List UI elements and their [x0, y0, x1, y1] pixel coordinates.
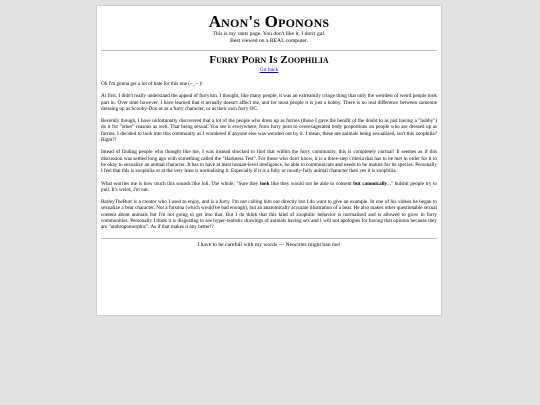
paragraph-text: What worries me is how much this sounds like loli. The whole, "Sure they: [101, 180, 261, 187]
post-paragraph: [101, 181, 437, 194]
go-back-link[interactable]: Go back: [259, 67, 279, 73]
paragraph-text: like they would not be able to consent: [269, 180, 354, 187]
site-tagline-line2: Best viewed on a REAL computer.: [230, 38, 308, 44]
page-container: [96, 5, 442, 316]
footer-divider: [101, 238, 437, 239]
post-paragraph: At first, I didn't really understand the appeal of furryism. I thought, like many people, it was an extreamily cringe thing that only the weirdest of weird people took part in. Over time however, I have learned that it actually doesn't affect me, and for most people it is just a hobby. There is no real difference between someone dressing up as Scooby-Doo or as a furry character, or as their own furry OC.: [101, 93, 437, 112]
post-content: [101, 81, 437, 231]
header-divider: [101, 50, 437, 51]
paragraph-text: ..." bulshit people try to pull. It's weird, I'm out.: [101, 180, 437, 193]
post-title: Furry Porn Is Zoophilia: [209, 54, 329, 66]
post-paragraph: Recently though, I have unfortunatly discovered that a lot of the people who dress up as furries (those I gave the benifit of the doubt to as just having a "hobby") do it for "other" reasons as well. That being sexual. You see it everywhere, from furry porn to overexagerated body proportions on people who are dressed up as furries. I decided to look into this community as I wondered if anyone else was weirded out by it. I mean, these are animals being sexualized, isn't this zoophilia? Right?!: [101, 118, 437, 144]
site-title: Anon's Oponons: [208, 12, 330, 31]
post-paragraph: Oh I'm gonna get a lot of hate for this one (~_~ )!: [101, 81, 203, 87]
emphasis-look: look: [260, 180, 270, 187]
post-paragraph: BarleyTheBurr is a creator who I used to enjoy, and is a furry. I'm not calling him out directly but I do want to give an example. In one of his videos he began to sexualize a bear character. Not a fursona (which would be bad enough), but an anatomically accurate illustration of a bear. He also makes other questionable sexual content about animals but I'm not going to get into that. But I do think that this kind of zoophilic behavior is normalised and is allowed to grow in furry communities. Personally I think it is disgusting to see hyper-realistic drawings of animals having sex and I will not apologies for having that opinion because they are "anthropomorphic". As if that makes it any better!?: [101, 199, 438, 231]
emphasis-canonically: but canonically: [353, 180, 388, 187]
post-paragraph: Intead of finding people who thought like me, I was instead shocked to find that within the furry community, this is completely normal! It seemes as if this discussion was settled long ago with something called the "Harkness Test". For those who don't know, it is a three-step criteria that has to be met in order for it to be okay to sexualize an animal character. It has to have at least human-level inteligence, be able to communicate and needs to be mature for its species. Personally I feel that this is zoophilia or at the very least is normalising it. Especially if it is a fully or mostly-fully animal character then yes it is zoophilia.: [101, 149, 437, 175]
site-tagline-line1: This is my rants page. You don't like it, I don't gaf.: [212, 31, 326, 37]
footer-text: I have to be carefull with my words — Neocities might ban me!: [197, 241, 341, 248]
